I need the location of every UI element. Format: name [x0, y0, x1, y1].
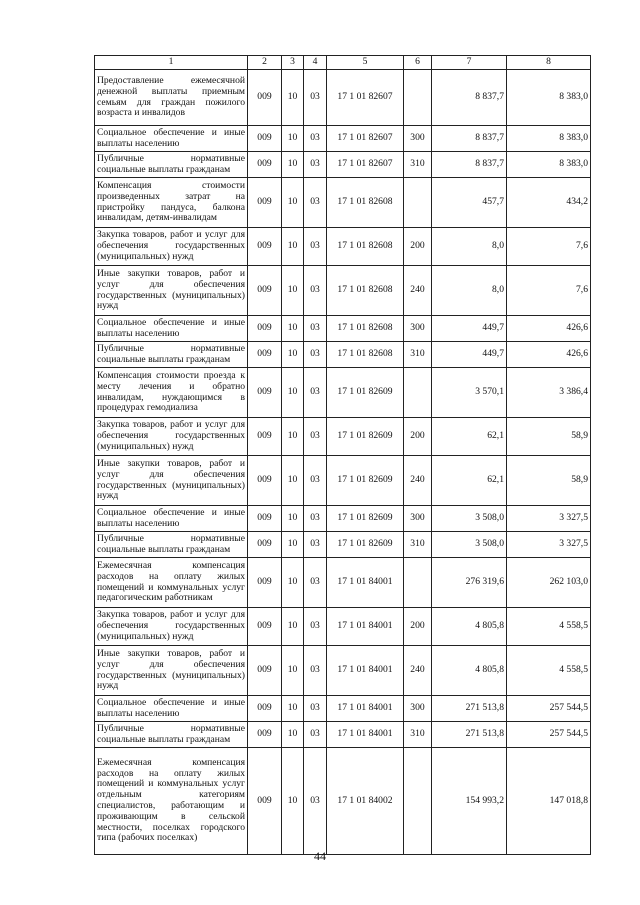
row-ministry-code: 009 — [248, 266, 282, 316]
row-target-article: 17 1 01 84001 — [327, 722, 404, 748]
row-amount-col8: 58,9 — [507, 418, 591, 456]
row-section-code: 10 — [282, 70, 304, 126]
row-target-article: 17 1 01 82608 — [327, 178, 404, 228]
row-amount-col7: 62,1 — [432, 418, 507, 456]
row-amount-col7: 3 508,0 — [432, 506, 507, 532]
row-expense-type: 200 — [404, 228, 432, 266]
row-target-article: 17 1 01 82609 — [327, 532, 404, 558]
row-section-code: 10 — [282, 228, 304, 266]
row-section-code: 10 — [282, 696, 304, 722]
row-description: Ежемесячная компенсация расходов на оплату жилых помещений и коммунальных услуг педагогическим работникам — [95, 558, 248, 608]
row-section-code: 10 — [282, 368, 304, 418]
row-subsection-code: 03 — [304, 608, 327, 646]
row-amount-col8: 8 383,0 — [507, 126, 591, 152]
row-target-article: 17 1 01 82607 — [327, 70, 404, 126]
table-row — [95, 266, 591, 316]
row-target-article: 17 1 01 82607 — [327, 152, 404, 178]
row-expense-type: 240 — [404, 456, 432, 506]
row-description: Ежемесячная компенсация расходов на оплату жилых помещений и коммунальных услуг отдельным категориям специалистов, работающим и проживающим в сельской местности, поселках городского типа (рабочих поселках) — [95, 748, 248, 855]
table-row — [95, 126, 591, 152]
header-col-3: 3 — [282, 56, 304, 70]
row-subsection-code: 03 — [304, 456, 327, 506]
row-amount-col8: 8 383,0 — [507, 70, 591, 126]
row-amount-col7: 8,0 — [432, 228, 507, 266]
row-description: Иные закупки товаров, работ и услуг для обеспечения государственных (муниципальных) нужд — [95, 266, 248, 316]
row-ministry-code: 009 — [248, 608, 282, 646]
row-amount-col8: 257 544,5 — [507, 696, 591, 722]
row-subsection-code: 03 — [304, 418, 327, 456]
row-description: Иные закупки товаров, работ и услуг для обеспечения государственных (муниципальных) нужд — [95, 456, 248, 506]
row-subsection-code: 03 — [304, 532, 327, 558]
row-target-article: 17 1 01 82609 — [327, 418, 404, 456]
row-amount-col7: 3 570,1 — [432, 368, 507, 418]
row-section-code: 10 — [282, 126, 304, 152]
row-ministry-code: 009 — [248, 368, 282, 418]
row-description: Публичные нормативные социальные выплаты гражданам — [95, 342, 248, 368]
row-subsection-code: 03 — [304, 558, 327, 608]
row-expense-type: 200 — [404, 418, 432, 456]
table-row — [95, 228, 591, 266]
row-amount-col7: 271 513,8 — [432, 722, 507, 748]
table-row — [95, 418, 591, 456]
row-subsection-code: 03 — [304, 748, 327, 855]
header-col-7: 7 — [432, 56, 507, 70]
row-amount-col8: 58,9 — [507, 456, 591, 506]
row-amount-col7: 449,7 — [432, 316, 507, 342]
row-ministry-code: 009 — [248, 342, 282, 368]
row-ministry-code: 009 — [248, 456, 282, 506]
row-amount-col7: 8 837,7 — [432, 70, 507, 126]
table-row — [95, 532, 591, 558]
header-col-1: 1 — [95, 56, 248, 70]
row-section-code: 10 — [282, 418, 304, 456]
row-ministry-code: 009 — [248, 748, 282, 855]
row-subsection-code: 03 — [304, 70, 327, 126]
row-target-article: 17 1 01 82609 — [327, 368, 404, 418]
table-row — [95, 748, 591, 855]
table-row — [95, 506, 591, 532]
row-ministry-code: 009 — [248, 558, 282, 608]
table-row — [95, 456, 591, 506]
row-amount-col7: 4 805,8 — [432, 608, 507, 646]
row-subsection-code: 03 — [304, 316, 327, 342]
row-ministry-code: 009 — [248, 152, 282, 178]
header-col-8: 8 — [507, 56, 591, 70]
row-target-article: 17 1 01 82608 — [327, 266, 404, 316]
row-description: Социальное обеспечение и иные выплаты населению — [95, 506, 248, 532]
row-subsection-code: 03 — [304, 696, 327, 722]
row-expense-type: 240 — [404, 266, 432, 316]
row-amount-col7: 8,0 — [432, 266, 507, 316]
row-amount-col8: 426,6 — [507, 316, 591, 342]
row-amount-col7: 4 805,8 — [432, 646, 507, 696]
row-description: Предоставление ежемесячной денежной выплаты приемным семьям для граждан пожилого возраста и инвалидов — [95, 70, 248, 126]
row-ministry-code: 009 — [248, 178, 282, 228]
row-expense-type — [404, 748, 432, 855]
row-section-code: 10 — [282, 532, 304, 558]
row-description: Публичные нормативные социальные выплаты гражданам — [95, 532, 248, 558]
row-amount-col8: 147 018,8 — [507, 748, 591, 855]
row-section-code: 10 — [282, 266, 304, 316]
row-section-code: 10 — [282, 342, 304, 368]
row-description: Компенсация стоимости произведенных затрат на пристройку пандуса, балкона инвалидам, детям-инвалидам — [95, 178, 248, 228]
row-expense-type: 200 — [404, 608, 432, 646]
row-ministry-code: 009 — [248, 532, 282, 558]
row-section-code: 10 — [282, 748, 304, 855]
row-ministry-code: 009 — [248, 126, 282, 152]
table-row — [95, 70, 591, 126]
row-description: Публичные нормативные социальные выплаты гражданам — [95, 722, 248, 748]
row-description: Закупка товаров, работ и услуг для обеспечения государственных (муниципальных) нужд — [95, 418, 248, 456]
row-section-code: 10 — [282, 558, 304, 608]
row-amount-col8: 8 383,0 — [507, 152, 591, 178]
row-amount-col8: 3 327,5 — [507, 532, 591, 558]
row-amount-col8: 262 103,0 — [507, 558, 591, 608]
row-section-code: 10 — [282, 506, 304, 532]
row-description: Публичные нормативные социальные выплаты гражданам — [95, 152, 248, 178]
row-target-article: 17 1 01 82609 — [327, 506, 404, 532]
row-expense-type: 310 — [404, 722, 432, 748]
row-description: Компенсация стоимости проезда к месту лечения и обратно инвалидам, нуждающимся в процедурах гемодиализа — [95, 368, 248, 418]
row-target-article: 17 1 01 82609 — [327, 456, 404, 506]
row-amount-col8: 3 327,5 — [507, 506, 591, 532]
table-row — [95, 722, 591, 748]
row-ministry-code: 009 — [248, 418, 282, 456]
row-description: Социальное обеспечение и иные выплаты населению — [95, 316, 248, 342]
row-subsection-code: 03 — [304, 178, 327, 228]
table-row — [95, 608, 591, 646]
row-amount-col8: 4 558,5 — [507, 608, 591, 646]
row-ministry-code: 009 — [248, 646, 282, 696]
row-ministry-code: 009 — [248, 506, 282, 532]
row-amount-col8: 7,6 — [507, 228, 591, 266]
row-expense-type: 300 — [404, 506, 432, 532]
row-target-article: 17 1 01 84001 — [327, 646, 404, 696]
row-target-article: 17 1 01 84001 — [327, 558, 404, 608]
table-row — [95, 696, 591, 722]
row-subsection-code: 03 — [304, 646, 327, 696]
table-row — [95, 646, 591, 696]
row-ministry-code: 009 — [248, 316, 282, 342]
table-row — [95, 558, 591, 608]
row-amount-col7: 62,1 — [432, 456, 507, 506]
row-amount-col7: 276 319,6 — [432, 558, 507, 608]
row-amount-col8: 434,2 — [507, 178, 591, 228]
row-target-article: 17 1 01 82608 — [327, 342, 404, 368]
row-ministry-code: 009 — [248, 70, 282, 126]
row-ministry-code: 009 — [248, 722, 282, 748]
row-target-article: 17 1 01 82607 — [327, 126, 404, 152]
row-subsection-code: 03 — [304, 368, 327, 418]
row-expense-type: 240 — [404, 646, 432, 696]
row-amount-col8: 4 558,5 — [507, 646, 591, 696]
header-col-5: 5 — [327, 56, 404, 70]
row-target-article: 17 1 01 84001 — [327, 608, 404, 646]
budget-table — [94, 55, 591, 855]
row-amount-col7: 154 993,2 — [432, 748, 507, 855]
row-expense-type — [404, 368, 432, 418]
row-target-article: 17 1 01 84002 — [327, 748, 404, 855]
row-subsection-code: 03 — [304, 266, 327, 316]
row-section-code: 10 — [282, 608, 304, 646]
row-description: Социальное обеспечение и иные выплаты населению — [95, 126, 248, 152]
row-subsection-code: 03 — [304, 126, 327, 152]
row-expense-type: 310 — [404, 342, 432, 368]
row-amount-col7: 8 837,7 — [432, 152, 507, 178]
row-expense-type: 310 — [404, 152, 432, 178]
row-expense-type: 310 — [404, 532, 432, 558]
row-amount-col7: 3 508,0 — [432, 532, 507, 558]
row-amount-col8: 257 544,5 — [507, 722, 591, 748]
row-expense-type — [404, 178, 432, 228]
row-amount-col8: 426,6 — [507, 342, 591, 368]
row-expense-type: 300 — [404, 316, 432, 342]
row-ministry-code: 009 — [248, 228, 282, 266]
row-ministry-code: 009 — [248, 696, 282, 722]
row-description: Закупка товаров, работ и услуг для обеспечения государственных (муниципальных) нужд — [95, 228, 248, 266]
row-subsection-code: 03 — [304, 342, 327, 368]
row-section-code: 10 — [282, 152, 304, 178]
row-amount-col8: 3 386,4 — [507, 368, 591, 418]
row-amount-col7: 457,7 — [432, 178, 507, 228]
row-amount-col7: 449,7 — [432, 342, 507, 368]
row-description: Иные закупки товаров, работ и услуг для обеспечения государственных (муниципальных) нужд — [95, 646, 248, 696]
row-expense-type: 300 — [404, 696, 432, 722]
row-description: Закупка товаров, работ и услуг для обеспечения государственных (муниципальных) нужд — [95, 608, 248, 646]
row-subsection-code: 03 — [304, 722, 327, 748]
header-col-2: 2 — [248, 56, 282, 70]
row-expense-type — [404, 70, 432, 126]
row-section-code: 10 — [282, 316, 304, 342]
table-row — [95, 368, 591, 418]
table-row — [95, 152, 591, 178]
row-subsection-code: 03 — [304, 506, 327, 532]
header-col-6: 6 — [404, 56, 432, 70]
page-number: 44 — [314, 849, 326, 863]
row-target-article: 17 1 01 82608 — [327, 228, 404, 266]
table-header-row — [95, 56, 591, 70]
table-row — [95, 342, 591, 368]
table-row — [95, 178, 591, 228]
row-section-code: 10 — [282, 456, 304, 506]
row-amount-col8: 7,6 — [507, 266, 591, 316]
table-body — [95, 70, 591, 855]
row-expense-type — [404, 558, 432, 608]
row-subsection-code: 03 — [304, 228, 327, 266]
row-section-code: 10 — [282, 178, 304, 228]
row-amount-col7: 271 513,8 — [432, 696, 507, 722]
row-section-code: 10 — [282, 646, 304, 696]
row-target-article: 17 1 01 84001 — [327, 696, 404, 722]
header-col-4: 4 — [304, 56, 327, 70]
table-row — [95, 316, 591, 342]
row-expense-type: 300 — [404, 126, 432, 152]
row-amount-col7: 8 837,7 — [432, 126, 507, 152]
row-section-code: 10 — [282, 722, 304, 748]
row-subsection-code: 03 — [304, 152, 327, 178]
row-description: Социальное обеспечение и иные выплаты населению — [95, 696, 248, 722]
row-target-article: 17 1 01 82608 — [327, 316, 404, 342]
